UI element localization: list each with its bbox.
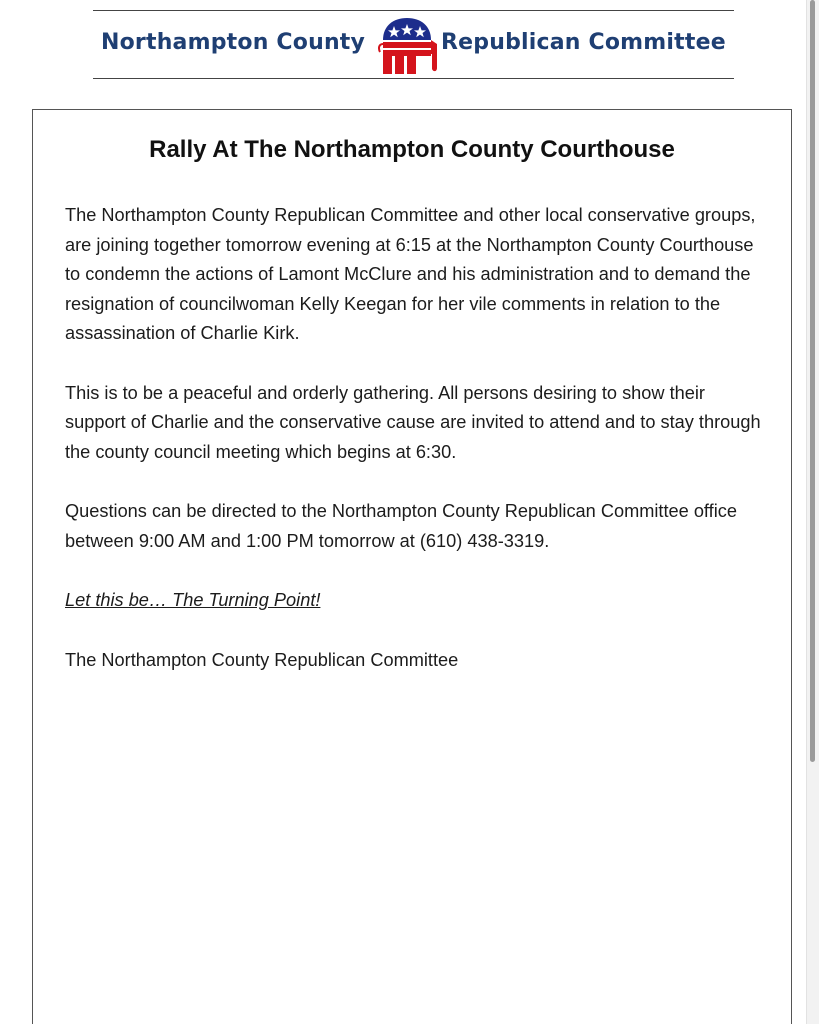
vertical-scrollbar[interactable]	[806, 0, 819, 1024]
document-body	[65, 201, 765, 705]
gop-elephant-icon	[377, 14, 439, 78]
paragraph-gathering-details: This is to be a peaceful and orderly gathering. All persons desiring to show their support of Charlie and the conservative cause are invited to attend and to stay through the county council meeting which begins at 6:30.	[65, 382, 761, 462]
paragraph-rally-announcement: The Northampton County Republican Committee and other local conservative groups, are joining together tomorrow evening at 6:15 at the Northampton County Courthouse to condemn the actions of Lamont McClure and his administration and to demand the resignation of councilwoman Kelly Keegan for her vile comments in relation to the assassination of Charlie Kirk.	[65, 205, 756, 343]
document-page	[32, 109, 792, 1024]
letterhead-top-rule	[93, 10, 734, 11]
paragraph-contact-info: Questions can be directed to the Northampton County Republican Committee office between 9:00 AM and 1:00 PM tomorrow at (610) 438-3319.	[65, 501, 737, 551]
document-title: Rally At The Northampton County Courthouse	[149, 136, 675, 163]
letterhead	[93, 10, 734, 80]
tagline: Let this be… The Turning Point!	[65, 590, 321, 610]
org-name-left: Northampton County	[101, 30, 366, 55]
letterhead-bottom-rule	[93, 78, 734, 79]
signature: The Northampton County Republican Committee	[65, 649, 459, 670]
org-name-right: Republican Committee	[441, 30, 726, 55]
scrollbar-thumb[interactable]	[810, 0, 815, 762]
